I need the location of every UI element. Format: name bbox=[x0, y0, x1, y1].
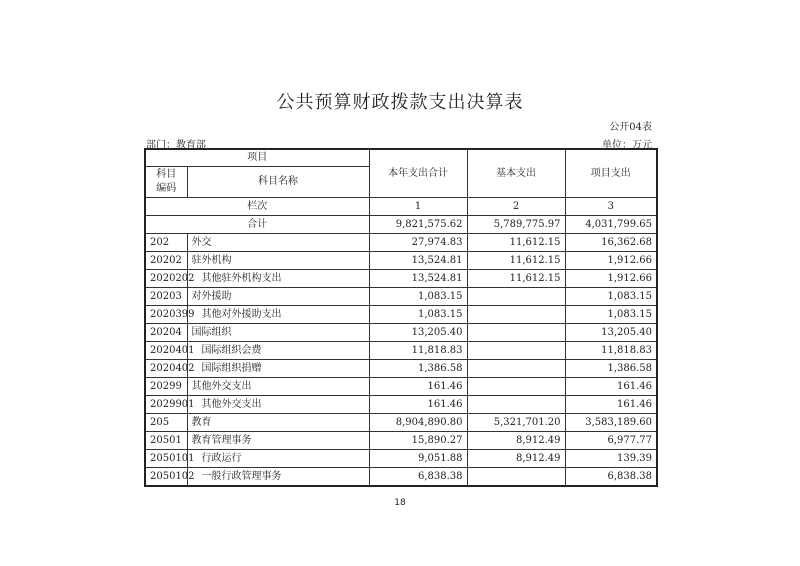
basic-expenditure: 11,612.15 bbox=[467, 252, 565, 270]
total-expenditure: 13,524.81 bbox=[369, 270, 467, 288]
total-expenditure: 161.46 bbox=[369, 396, 467, 414]
basic-expenditure: 11,612.15 bbox=[467, 234, 565, 252]
subject-name: 国际组织会费 bbox=[187, 342, 369, 360]
project-expenditure: 1,912.66 bbox=[565, 252, 657, 270]
total-expenditure: 161.46 bbox=[369, 378, 467, 396]
basic-expenditure bbox=[467, 306, 565, 324]
project-expenditure: 161.46 bbox=[565, 396, 657, 414]
form-number: 公开04表 bbox=[609, 122, 652, 133]
subject-name: 其他外交支出 bbox=[187, 378, 369, 396]
table-row bbox=[145, 252, 657, 270]
table-row bbox=[145, 342, 657, 360]
department-label: 部门：教育部 bbox=[146, 140, 206, 151]
header-item: 项目 bbox=[145, 149, 369, 167]
header-row-1 bbox=[145, 149, 657, 167]
subject-name: 行政运行 bbox=[187, 450, 369, 468]
total-value-2: 5,789,775.97 bbox=[467, 216, 565, 234]
table-row bbox=[145, 360, 657, 378]
total-expenditure: 1,386.58 bbox=[369, 360, 467, 378]
project-expenditure: 16,362.68 bbox=[565, 234, 657, 252]
basic-expenditure bbox=[467, 288, 565, 306]
basic-expenditure: 5,321,701.20 bbox=[467, 414, 565, 432]
project-expenditure: 1,083.15 bbox=[565, 288, 657, 306]
total-value-1: 9,821,575.62 bbox=[369, 216, 467, 234]
basic-expenditure bbox=[467, 468, 565, 487]
basic-expenditure bbox=[467, 342, 565, 360]
header-code: 科目编码 bbox=[145, 167, 187, 198]
table-row bbox=[145, 468, 657, 487]
total-expenditure: 6,838.38 bbox=[369, 468, 467, 487]
subject-code: 2020202 bbox=[145, 270, 187, 288]
total-expenditure: 1,083.15 bbox=[369, 306, 467, 324]
subject-name: 国际组织捐赠 bbox=[187, 360, 369, 378]
unit-label: 单位：万元 bbox=[602, 140, 652, 151]
project-expenditure: 139.39 bbox=[565, 450, 657, 468]
subject-name: 教育管理事务 bbox=[187, 432, 369, 450]
subject-code: 205 bbox=[145, 414, 187, 432]
subject-code: 20299 bbox=[145, 378, 187, 396]
table-row bbox=[145, 378, 657, 396]
total-expenditure: 27,974.83 bbox=[369, 234, 467, 252]
table-row bbox=[145, 270, 657, 288]
basic-expenditure bbox=[467, 396, 565, 414]
total-row bbox=[145, 216, 657, 234]
row-number-label: 栏次 bbox=[145, 198, 369, 216]
expenditure-table bbox=[144, 148, 658, 487]
subject-code: 2020401 bbox=[145, 342, 187, 360]
document-title: 公共预算财政拨款支出决算表 bbox=[276, 92, 524, 113]
project-expenditure: 161.46 bbox=[565, 378, 657, 396]
total-value-3: 4,031,799.65 bbox=[565, 216, 657, 234]
total-expenditure: 9,051.88 bbox=[369, 450, 467, 468]
total-expenditure: 8,904,890.80 bbox=[369, 414, 467, 432]
col-number-1: 1 bbox=[369, 198, 467, 216]
subject-name: 驻外机构 bbox=[187, 252, 369, 270]
subject-code: 20203 bbox=[145, 288, 187, 306]
header-col1: 本年支出合计 bbox=[369, 149, 467, 198]
basic-expenditure: 8,912.49 bbox=[467, 432, 565, 450]
header-col2: 基本支出 bbox=[467, 149, 565, 198]
table-row bbox=[145, 306, 657, 324]
subject-name: 对外援助 bbox=[187, 288, 369, 306]
subject-name: 其他外交支出 bbox=[187, 396, 369, 414]
total-expenditure: 13,205.40 bbox=[369, 324, 467, 342]
total-expenditure: 1,083.15 bbox=[369, 288, 467, 306]
total-expenditure: 11,818.83 bbox=[369, 342, 467, 360]
total-expenditure: 15,890.27 bbox=[369, 432, 467, 450]
basic-expenditure: 11,612.15 bbox=[467, 270, 565, 288]
table-row bbox=[145, 414, 657, 432]
subject-code: 2020399 bbox=[145, 306, 187, 324]
column-number-row bbox=[145, 198, 657, 216]
subject-code: 2050102 bbox=[145, 468, 187, 487]
subject-code: 2020402 bbox=[145, 360, 187, 378]
subject-code: 20202 bbox=[145, 252, 187, 270]
project-expenditure: 11,818.83 bbox=[565, 342, 657, 360]
project-expenditure: 13,205.40 bbox=[565, 324, 657, 342]
project-expenditure: 1,386.58 bbox=[565, 360, 657, 378]
subject-code: 2029901 bbox=[145, 396, 187, 414]
subject-code: 20501 bbox=[145, 432, 187, 450]
table-row bbox=[145, 396, 657, 414]
subject-name: 其他对外援助支出 bbox=[187, 306, 369, 324]
total-label: 合计 bbox=[145, 216, 369, 234]
project-expenditure: 1,083.15 bbox=[565, 306, 657, 324]
total-expenditure: 13,524.81 bbox=[369, 252, 467, 270]
subject-code: 202 bbox=[145, 234, 187, 252]
subject-name: 教育 bbox=[187, 414, 369, 432]
basic-expenditure bbox=[467, 378, 565, 396]
header-name: 科目名称 bbox=[187, 167, 369, 198]
basic-expenditure: 8,912.49 bbox=[467, 450, 565, 468]
table-row bbox=[145, 450, 657, 468]
project-expenditure: 1,912.66 bbox=[565, 270, 657, 288]
subject-code: 2050101 bbox=[145, 450, 187, 468]
basic-expenditure bbox=[467, 360, 565, 378]
table-row bbox=[145, 288, 657, 306]
header-col3: 项目支出 bbox=[565, 149, 657, 198]
subject-name: 一般行政管理事务 bbox=[187, 468, 369, 487]
col-number-2: 2 bbox=[467, 198, 565, 216]
subject-name: 其他驻外机构支出 bbox=[187, 270, 369, 288]
project-expenditure: 6,838.38 bbox=[565, 468, 657, 487]
table-row bbox=[145, 432, 657, 450]
page-number: 18 bbox=[394, 498, 406, 508]
subject-name: 外交 bbox=[187, 234, 369, 252]
col-number-3: 3 bbox=[565, 198, 657, 216]
table-row bbox=[145, 324, 657, 342]
subject-name: 国际组织 bbox=[187, 324, 369, 342]
table-row bbox=[145, 234, 657, 252]
project-expenditure: 3,583,189.60 bbox=[565, 414, 657, 432]
subject-code: 20204 bbox=[145, 324, 187, 342]
basic-expenditure bbox=[467, 324, 565, 342]
project-expenditure: 6,977.77 bbox=[565, 432, 657, 450]
